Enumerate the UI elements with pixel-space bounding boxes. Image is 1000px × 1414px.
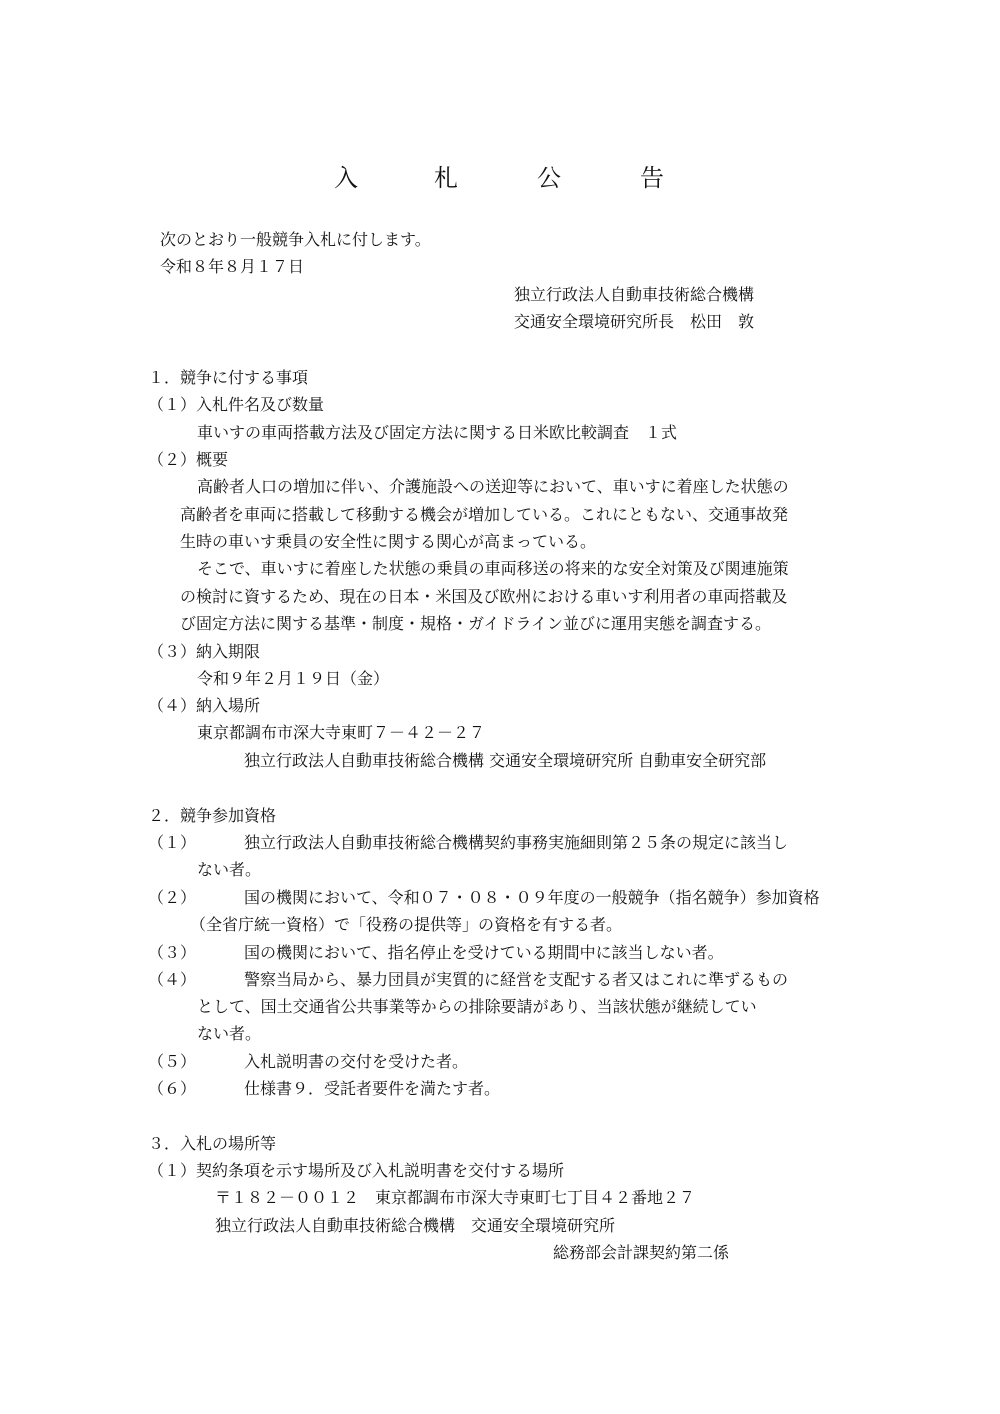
contact-organization: 独立行政法人自動車技術総合機構 交通安全環境研究所: [215, 1216, 616, 1235]
qualification-line: 警察当局から、暴力団員が実質的に経営を支配する者又はこれに準ずるもの: [244, 970, 789, 989]
section-1-item-1-text: 車いすの車両搭載方法及び固定方法に関する日米欧比較調査 １式: [197, 423, 678, 442]
summary-line: び固定方法に関する基準・制度・規格・ガイドライン並びに運用実態を調査する。: [180, 614, 772, 633]
section-2-heading: ２．競争参加資格: [148, 806, 277, 825]
qualification-line: ない者。: [197, 1024, 262, 1043]
notice-date: 令和８年８月１７日: [160, 257, 305, 276]
title-char-1: 入: [334, 164, 358, 192]
issuer-position: 交通安全環境研究所長 松田 敦: [514, 312, 755, 331]
section-3-item-1-label: （１）契約条項を示す場所及び入札説明書を交付する場所: [148, 1161, 565, 1180]
qualification-line: 仕様書９．受託者要件を満たす者。: [244, 1079, 501, 1098]
title-char-4: 告: [640, 164, 664, 192]
summary-line: の検討に資するため、現在の日本・米国及び欧州における車いす利用者の車両搭載及: [180, 587, 788, 606]
section-1-heading: １．競争に付する事項: [148, 368, 309, 387]
qualification-label: （５）: [148, 1052, 197, 1071]
qualification-label: （２）: [148, 888, 197, 907]
delivery-department: 独立行政法人自動車技術総合機構 交通安全環境研究所 自動車安全研究部: [244, 751, 767, 770]
intro-text: 次のとおり一般競争入札に付します。: [160, 230, 431, 249]
summary-line: 高齢者を車両に搭載して移動する機会が増加している。これにともない、交通事故発: [180, 505, 789, 524]
section-1-item-1-label: （１）入札件名及び数量: [148, 395, 325, 414]
qualification-label: （１）: [148, 833, 197, 852]
qualification-line: として、国土交通省公共事業等からの排除要請があり、当該状態が継続してい: [197, 997, 757, 1016]
qualification-label: （６）: [148, 1079, 197, 1098]
summary-line: 高齢者人口の増加に伴い、介護施設への送迎等において、車いすに着座した状態の: [197, 477, 789, 496]
section-1-item-2-label: （２）概要: [148, 450, 229, 469]
section-1-item-3-label: （３）納入期限: [148, 642, 261, 661]
qualification-line: 国の機関において、令和０７・０８・０９年度の一般競争（指名競争）参加資格: [244, 888, 820, 907]
delivery-deadline: 令和９年２月１９日（金）: [197, 669, 390, 688]
qualification-line: 入札説明書の交付を受けた者。: [244, 1052, 469, 1071]
issuer-org: 独立行政法人自動車技術総合機構: [514, 285, 755, 304]
section-1-item-4-label: （４）納入場所: [148, 696, 261, 715]
delivery-address: 東京都調布市深大寺東町７－４２－２７: [197, 723, 486, 742]
title-char-3: 公: [537, 164, 561, 192]
qualification-label: （３）: [148, 943, 197, 962]
qualification-line: （全省庁統一資格）で「役務の提供等」の資格を有する者。: [190, 915, 623, 934]
contact-postal-address: 〒１８２－００１２ 東京都調布市深大寺東町七丁目４２番地２７: [215, 1188, 696, 1207]
summary-line: そこで、車いすに着座した状態の乗員の車両移送の将来的な安全対策及び関連施策: [197, 559, 789, 578]
summary-line: 生時の車いす乗員の安全性に関する関心が高まっている。: [180, 532, 597, 551]
qualification-label: （４）: [148, 970, 197, 989]
section-3-heading: ３．入札の場所等: [148, 1134, 277, 1153]
qualification-line: 国の機関において、指名停止を受けている期間中に該当しない者。: [244, 943, 724, 962]
contact-section: 総務部会計課契約第二係: [553, 1243, 730, 1262]
notice-title: [0, 158, 1000, 192]
title-char-2: 札: [434, 164, 458, 192]
qualification-line: ない者。: [197, 860, 262, 879]
qualification-line: 独立行政法人自動車技術総合機構契約事務実施細則第２５条の規定に該当し: [244, 833, 789, 852]
